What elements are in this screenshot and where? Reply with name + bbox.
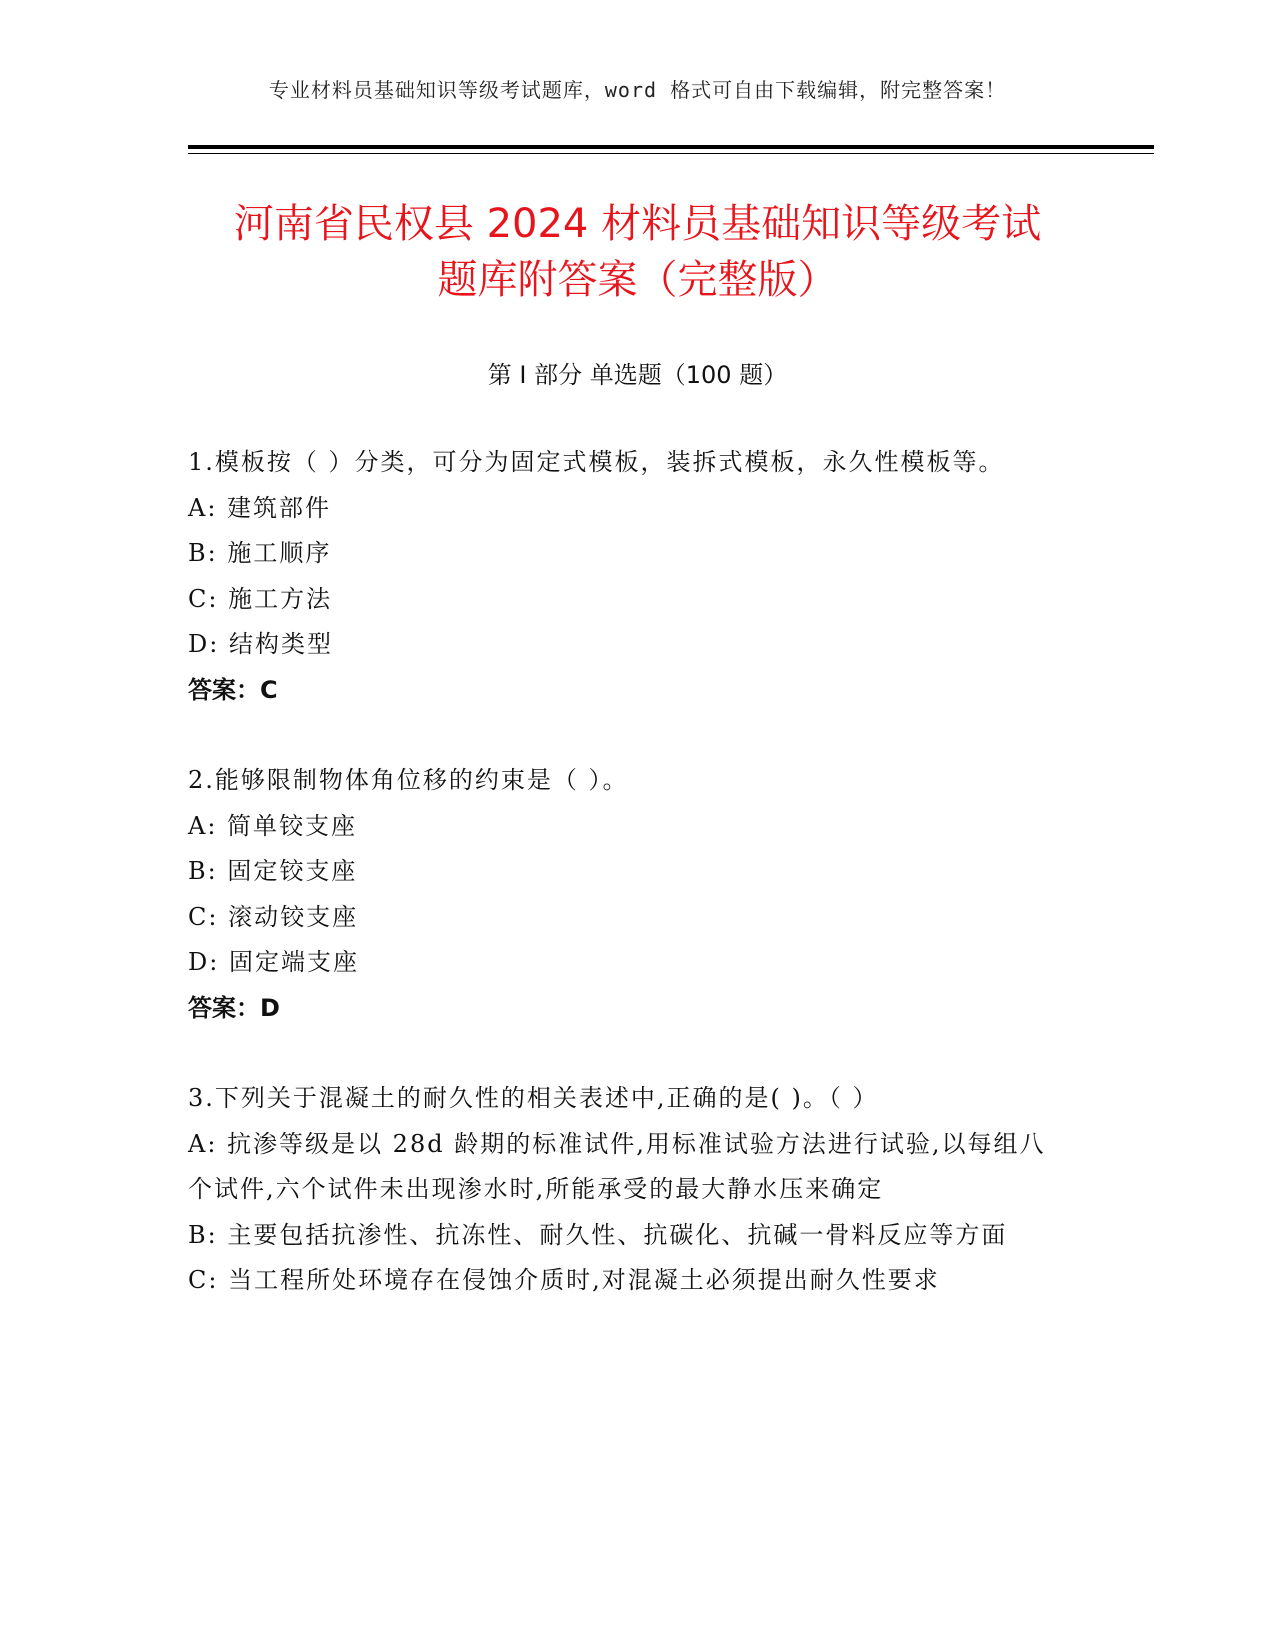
title-line-1: 河南省民权县 2024 材料员基础知识等级考试 (233, 201, 1042, 247)
option-b: B: 固定铰支座 (188, 857, 358, 885)
section-title: 第 I 部分 单选题（100 题） (487, 361, 788, 389)
option-d: D: 结构类型 (188, 630, 333, 658)
header-rule-thick (188, 145, 1154, 149)
option-c: C: 滚动铰支座 (188, 902, 359, 931)
option-a: A: 简单铰支座 (188, 811, 358, 840)
header-rule-thin (188, 153, 1154, 154)
option-b: B: 主要包括抗渗性、抗冻性、耐久性、抗碳化、抗碱一骨料反应等方面 (188, 1220, 1008, 1249)
option-a: A: 建筑部件 (188, 493, 332, 522)
option-c: C: 当工程所处环境存在侵蚀介质时,对混凝土必须提出耐久性要求 (188, 1266, 940, 1294)
question-stem: 1.模板按（ ）分类，可分为固定式模板，装拆式模板，永久性模板等。 (188, 448, 1005, 476)
answer: 答案：C (188, 675, 278, 704)
question-2 (188, 758, 1068, 1031)
option-d: D: 固定端支座 (188, 948, 359, 976)
title-line-2: 题库附答案（完整版） (437, 257, 838, 303)
question-stem: 3.下列关于混凝土的耐久性的相关表述中,正确的是( )。（ ） (188, 1084, 879, 1112)
question-list (188, 440, 1068, 1349)
header-note: 专业材料员基础知识等级考试题库，word 格式可自由下载编辑，附完整答案！ (268, 78, 1007, 102)
question-3 (188, 1076, 1068, 1304)
option-c: C: 施工方法 (188, 584, 333, 613)
page-title (150, 196, 1125, 308)
answer: 答案：D (188, 993, 280, 1022)
question-stem: 2.能够限制物体角位移的约束是（ ）。 (188, 766, 629, 794)
option-b: B: 施工顺序 (188, 539, 332, 567)
question-1 (188, 440, 1068, 713)
option-a: A: 抗渗等级是以 28d 龄期的标准试件,用标准试验方法进行试验,以每组八个试件,六个试件未出现渗水时,所能承受的最大静水压来确定 (188, 1129, 1046, 1203)
